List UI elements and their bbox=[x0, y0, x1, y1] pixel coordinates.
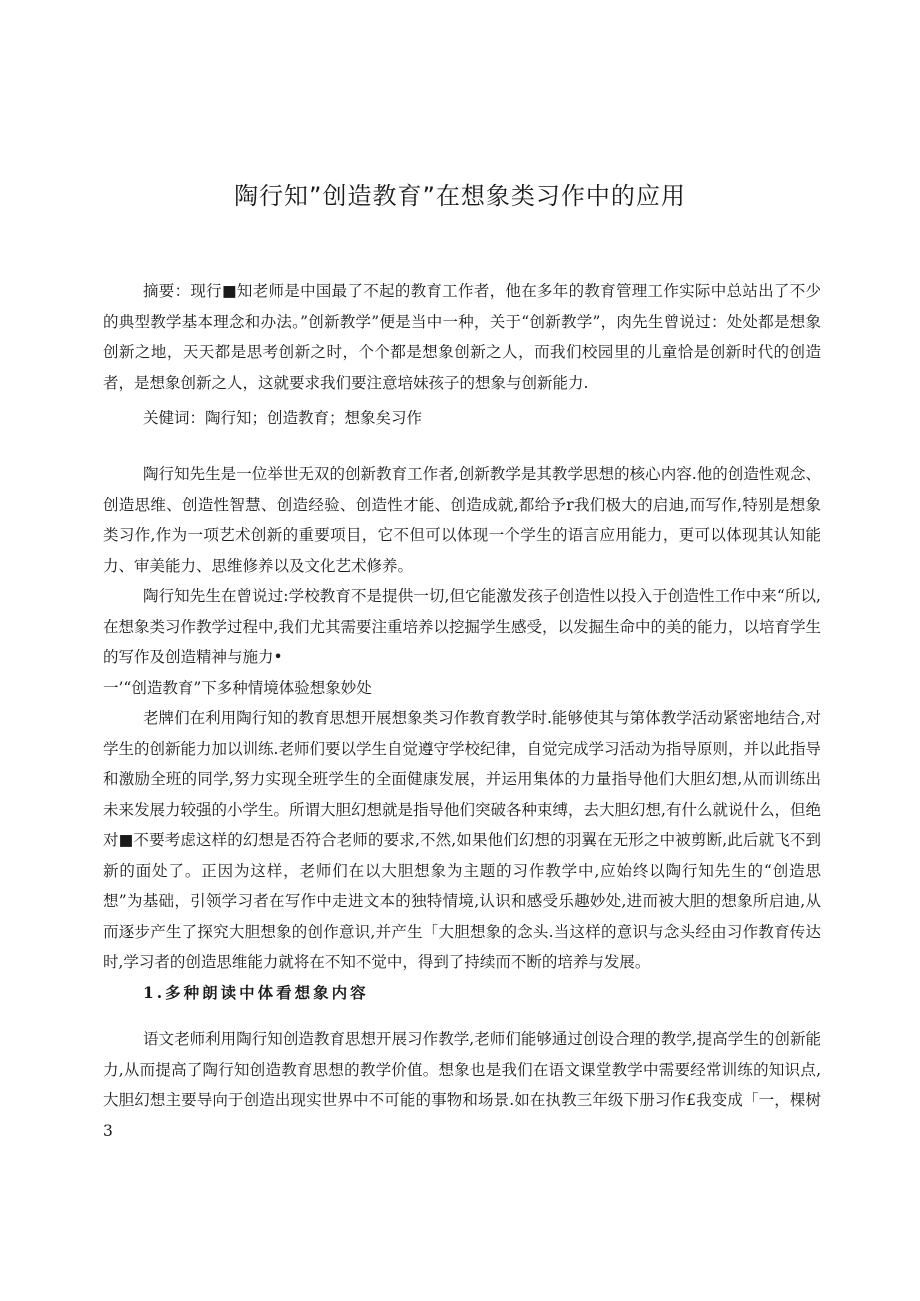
main-text-block-2 bbox=[103, 1024, 821, 1146]
abstract-block bbox=[103, 276, 821, 398]
main-text-block bbox=[103, 459, 821, 1008]
keywords-block bbox=[103, 403, 821, 434]
section-1-heading: 一’“创造教育”下多种情境体验想象妙处 bbox=[103, 678, 372, 697]
abstract-paragraph: 摘要：现行■知老师是中国最了不起的教育工作者，他在多年的教育管理工作实际中总站出了不少的典型教学基本理念和办法。”创新教学”便是当中一种，关于“创新教学”，肉先生曾说过：处处都是想象创新之地，天天都是思考创新之时，个个都是想象创新之人，而我们校园里的儿童恰是创新时代的创造者，是想象创新之人，这就要求我们要注意培妹孩子的想象与创新能力. bbox=[103, 282, 821, 392]
body-paragraph-2: 陶行知先生在曾说过:学校教育不是提供一切,但它能激发孩子创造性以投入于创造性工作中来“所以,在想象类习作教学过程中,我们尤其需要注重培养以挖掘学生感受，以发掘生命中的美的能力，以培育学生的写作及创造精神与施力• bbox=[103, 587, 821, 666]
body-paragraph-1: 陶行知先生是一位举世无双的创新教育工作者,创新教学是其教学思想的核心内容.他的创造性观念、创造思维、创造性智慧、创造经验、创造性才能、创造成就,都给予r我们极大的启迪,而写作,特别是想象类习作,作为一项艺术创新的重要项目，它不但可以体现一个学生的语言应用能力，更可以体现其认知能力、审美能力、思维修养以及文化艺术修养。 bbox=[103, 465, 821, 575]
subsection-1-heading: 1.多种朗读中体看想象内容 bbox=[143, 982, 369, 1002]
section-1-paragraph: 老牌们在利用陶行知的教育思想开展想象类习作教育教学时.能够使其与第体教学活动紧密地结合,对学生的创新能力加以训练.老师们要以学生自觉遵守学校纪律，自觉完成学习活动为指导原则，并以此指导和激励全班的同学,努力实现全班学生的全面健康发展，并运用集体的力量指导他们大胆幻想,从而训练出未来发展力较强的小学生。所谓大胆幻想就是指导他们突破各种束缚，去大胆幻想,有什么就说什么，但绝对■不要考虑这样的幻想是否符合老师的要求,不然,如果他们幻想的羽翼在无形之中被剪断,此后就飞不到新的面处了。正因为这样，老师们在以大胆想象为主题的习作教学中,应始终以陶行知先生的“创造思想”为基础，引领学习者在写作中走进文本的独特情境,认识和感受乐趣妙处,进而被大胆的想象所启迪,从而逐步产生了探究大胆想象的创作意识,并产生「大胆想象的念头.当这样的意识与念头经由习作教育传达时,学习者的创造思维能力就将在不知不觉中，得到了持续而不断的培养与发展。 bbox=[103, 709, 821, 971]
keywords-line: 关健词：陶行知；创造教育；想象矣习作 bbox=[143, 409, 423, 427]
subsection-1-paragraph: 语文老师利用陶行知创造教育思想开展习作教学,老师们能够通过创设合理的教学,提高学生的创新能力,从而提高了陶行知创造教育思想的教学价值。想象也是我们在语文课堂教学中需要经常训练的知识点,大胆幻想主要导向于创造出现实世界中不可能的事物和场景.如在执教三年级下册习作£我变成「一，棵树3 bbox=[103, 1030, 821, 1140]
document-title: 陶行知”创造教育”在想象类习作中的应用 bbox=[234, 182, 686, 210]
